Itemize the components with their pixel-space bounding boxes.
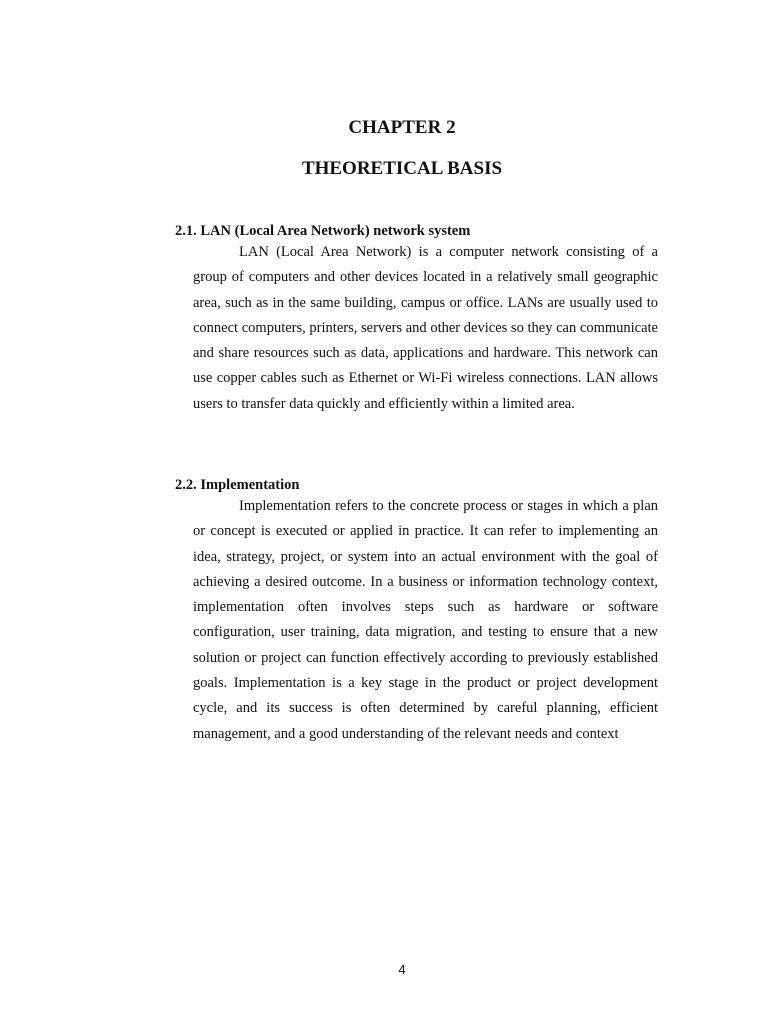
chapter-title: CHAPTER 2 [348, 117, 456, 138]
section-heading: 2.1. LAN (Local Area Network) network system [175, 223, 471, 239]
section-implementation [175, 476, 658, 747]
section-heading: 2.2. Implementation [175, 477, 300, 493]
section-paragraph: Implementation refers to the concrete process or stages in which a plan or concept is executed or applied in practice. It can refer to implementing an idea, strategy, project, or system into an actual environment with the goal of achieving a desired outcome. In a business or information technology context, implementation often involves steps such as hardware or software configuration, user training, data migration, and testing to ensure that a new solution or project can function effectively according to previously established goals. Implementation is a key stage in the product or project development cycle, and its success is often determined by careful planning, efficient management, and a good understanding of the relevant needs and context [193, 498, 658, 742]
section-paragraph: LAN (Local Area Network) is a computer network consisting of a group of computers and other devices located in a relatively small geographic area, such as in the same building, campus or office. LANs are usually used to connect computers, printers, servers and other devices so they can communicate and share resources such as data, applications and hardware. This network can use copper cables such as Ethernet or Wi-Fi wireless connections. LAN allows users to transfer data quickly and efficiently within a limited area. [193, 244, 658, 412]
chapter-subtitle: THEORETICAL BASIS [301, 158, 503, 179]
section-lan [175, 222, 658, 417]
page-number: 4 [398, 962, 406, 977]
